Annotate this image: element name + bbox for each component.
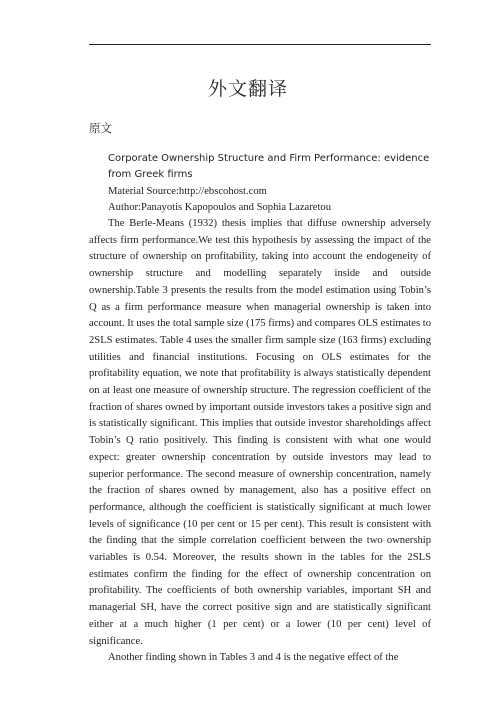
body-text	[89, 216, 431, 667]
section-label: 原文	[89, 121, 112, 135]
author-line: Author:Panayotis Kapopoulos and Sophia Lazaretou	[108, 202, 332, 213]
material-source: Material Source:http://ebscohost.com	[108, 186, 267, 197]
article-title: Corporate Ownership Structure and Firm Performance: evidence from Greek firms	[108, 153, 430, 180]
body-paragraph: The Berle-Means (1932) thesis implies that diffuse ownership adversely affects firm performance.We test this hypothesis by assessing the impact of the structure of ownership on profitability, taking into account the endogeneity of ownership structure and modelling separately inside and outside ownership.Table 3 presents the results from the model estimation using Tobin’s Q as a firm performance measure when managerial ownership is taken into account. It uses the total sample size (175 firms) and compares OLS estimates to 2SLS estimates. Table 4 uses the smaller firm sample size (163 firms) excluding utilities and financial institutions. Focusing on OLS estimates for the profitability equation, we note that profitability is always statistically dependent on at least one measure of ownership structure. The regression coefficient of the fraction of shares owned by important outside investors takes a positive sign and is statistically significant. This implies that outside investor shareholdings affect Tobin’s Q ratio positively. This finding is consistent with what one would expect: greater ownership concentration by outside investors may lead to superior performance. The second measure of ownership concentration, namely the fraction of shares owned by management, also has a positive effect on performance, although the coefficient is statistically significant at much lower levels of significance (10 per cent or 15 per cent). This result is consistent with the finding that the simple correlation coefficient between the two ownership variables is 0.54. Moreover, the results shown in the tables for the 2SLS estimates confirm the finding for the effect of ownership concentration on profitability. The coefficients of both ownership variables, important SH and managerial SH, have the correct positive sign and are statistically significant either at a much higher (1 per cent) or a lower (10 per cent) level of significance.	[89, 218, 431, 647]
document-heading: 外文翻译	[207, 78, 288, 100]
body-paragraph: Another finding shown in Tables 3 and 4 is the negative effect of the	[108, 652, 399, 664]
header-rule	[89, 44, 431, 45]
